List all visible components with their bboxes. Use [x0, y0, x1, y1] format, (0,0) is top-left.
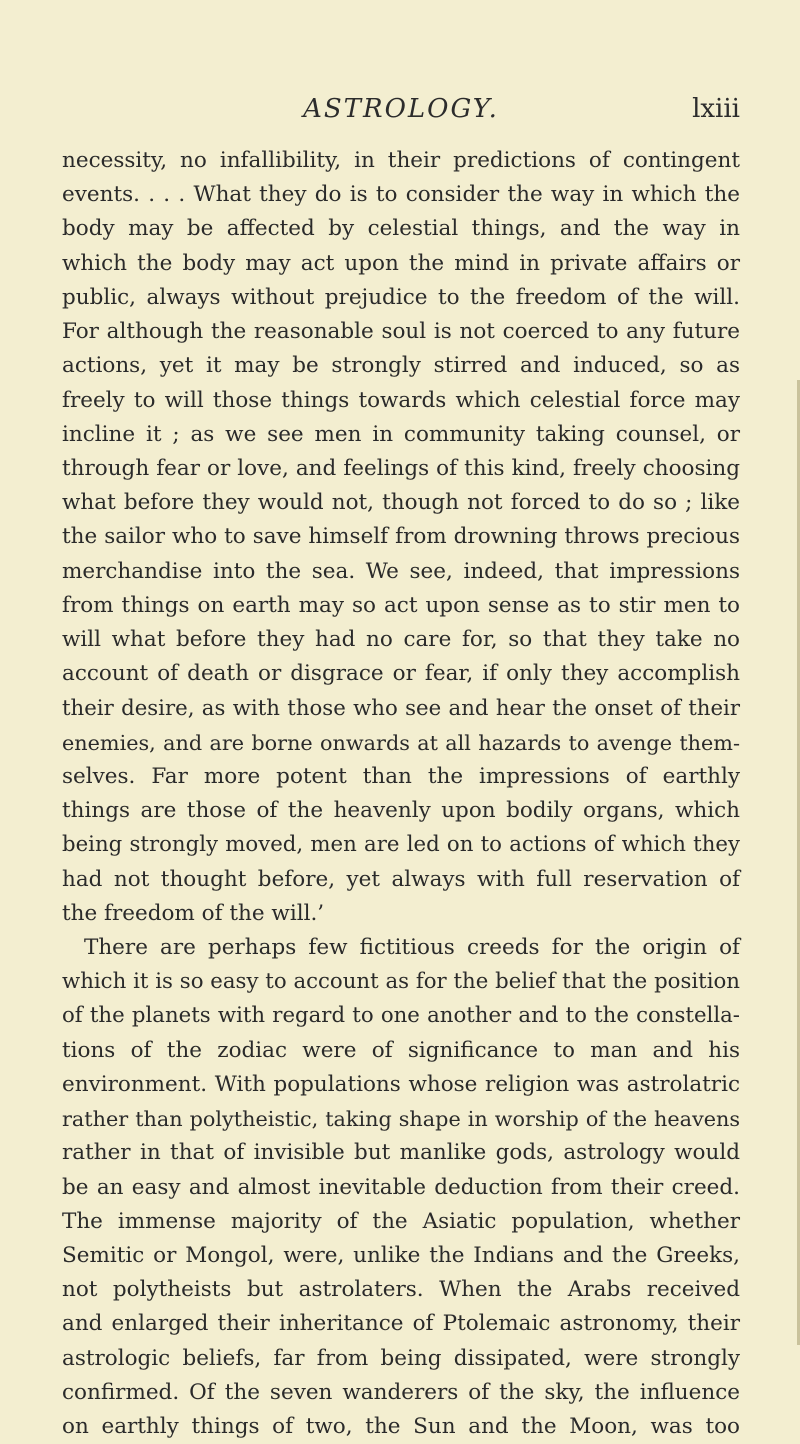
page-number: lxiii [692, 94, 740, 124]
text-line: events. . . . What they do is to consider the way in which the [62, 182, 740, 208]
text-line: being strongly moved, men are led on to actions of which they [62, 832, 740, 858]
text-line: rather than polytheistic, taking shape in worship of the heavens [62, 1107, 740, 1132]
text-line: which it is so easy to account as for the belief that the position [62, 969, 740, 995]
text-line: be an easy and almost inevitable deduction from their creed. [62, 1174, 740, 1200]
text-line: For although the reasonable soul is not coerced to any future [62, 319, 740, 345]
text-line: their desire, as with those who see and hear the onset of their [62, 695, 740, 721]
page-header [62, 94, 740, 130]
text-line: the sailor who to save himself from drowning throws precious [62, 524, 740, 550]
text-line: incline it ; as we see men in community taking counsel, or [62, 421, 740, 447]
text-line: will what before they had no care for, so that they take no [62, 627, 740, 653]
text-line: from things on earth may so act upon sense as to stir men to [62, 592, 740, 618]
text-line: what before they would not, though not forced to do so ; like [62, 490, 740, 516]
text-line: freely to will those things towards which celestial force may [62, 387, 740, 413]
text-line: actions, yet it may be strongly stirred and induced, so as [62, 353, 740, 379]
text-line: public, always without prejudice to the freedom of the will. [62, 284, 740, 310]
text-line: and enlarged their inheritance of Ptolemaic astronomy, their [62, 1311, 740, 1337]
running-title: ASTROLOGY. [303, 94, 499, 124]
paragraph-end-line: the freedom of the will.’ [62, 900, 325, 926]
text-line: The immense majority of the Asiatic population, whether [62, 1208, 740, 1234]
text-line: enemies, and are borne onwards at all hazards to avenge them- [62, 730, 740, 755]
text-line: not polytheists but astrolaters. When the Arabs received [62, 1277, 740, 1303]
text-line: body may be affected by celestial things, and the way in [62, 216, 740, 242]
text-line: merchandise into the sea. We see, indeed, that impressions [62, 558, 740, 584]
text-line: through fear or love, and feelings of this kind, freely choosing [62, 455, 740, 481]
text-line: on earthly things of two, the Sun and the Moon, was too [62, 1414, 740, 1440]
text-line: environment. With populations whose religion was astrolatric [62, 1071, 740, 1097]
text-line: tions of the zodiac were of significance to man and his [62, 1037, 740, 1063]
text-line: confirmed. Of the seven wanderers of the sky, the influence [62, 1379, 740, 1405]
body-text [62, 144, 740, 1444]
text-line: selves. Far more potent than the impressions of earthly [62, 763, 740, 789]
text-line: necessity, no infallibility, in their predictions of contingent [62, 148, 740, 173]
text-line: account of death or disgrace or fear, if only they accomplish [62, 661, 740, 687]
text-line: had not thought before, yet always with full reservation of [62, 866, 740, 892]
text-line: things are those of the heavenly upon bodily organs, which [62, 798, 740, 824]
text-line: Semitic or Mongol, were, unlike the Indians and the Greeks, [62, 1243, 740, 1268]
text-line: which the body may act upon the mind in private affairs or [62, 250, 740, 276]
paragraph-start-line: There are perhaps few fictitious creeds for the origin of [84, 935, 740, 961]
text-line: astrologic beliefs, far from being dissipated, were strongly [62, 1345, 740, 1371]
text-line: of the planets with regard to one another and to the constella- [62, 1003, 740, 1029]
text-line: rather in that of invisible but manlike gods, astrology would [62, 1140, 740, 1166]
